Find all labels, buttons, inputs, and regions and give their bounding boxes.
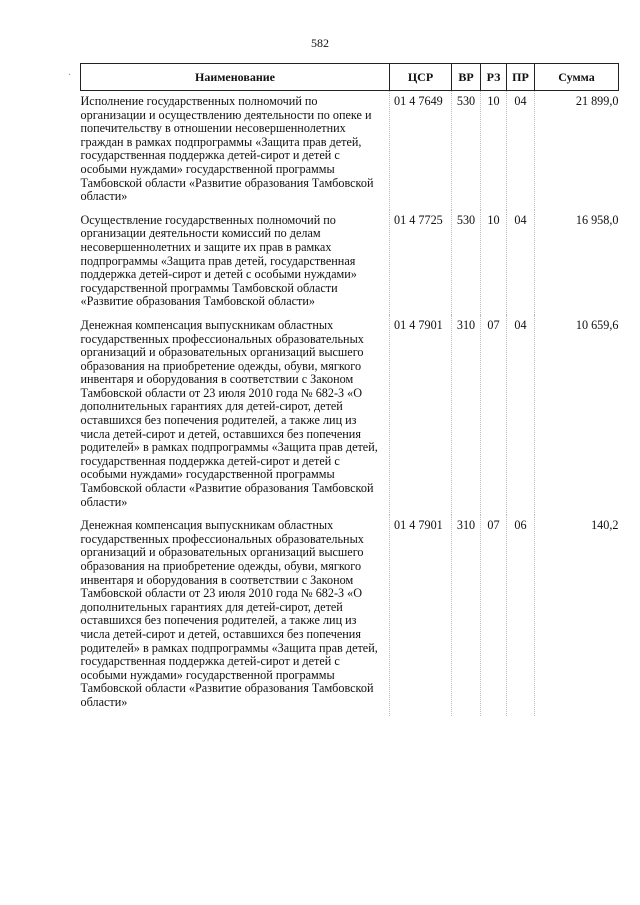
row-rz: 10: [481, 91, 507, 210]
table-row: [81, 91, 619, 210]
row-pr: 06: [507, 515, 535, 715]
row-vr: 310: [452, 315, 481, 515]
scan-mark: ·: [68, 70, 72, 81]
row-name: Осуществление государственных полномочий по организации деятельности комиссий по делам несовершеннолетних и защите их прав в рамках подпрограммы «Защита прав детей, государственная поддержка детей-сирот и детей с особыми нуждами» государственной программы Тамбовской области «Развитие образования Тамбовской области»: [80, 212, 357, 309]
table-body: [81, 91, 619, 716]
table-row: [81, 515, 619, 715]
row-rz: 10: [481, 210, 507, 315]
table-header: [81, 64, 619, 91]
row-pr: 04: [507, 210, 535, 315]
row-rz: 07: [481, 515, 507, 715]
row-vr: 530: [452, 91, 481, 210]
header-name: Наименование: [81, 64, 390, 91]
row-sum: 140,2: [535, 515, 619, 715]
row-csr: 01 4 7725: [390, 210, 452, 315]
row-sum: 16 958,0: [535, 210, 619, 315]
budget-table: [80, 63, 619, 716]
header-sum: Сумма: [535, 64, 619, 91]
row-rz: 07: [481, 315, 507, 515]
row-sum: 10 659,6: [535, 315, 619, 515]
header-pr: ПР: [507, 64, 535, 91]
row-name: Денежная компенсация выпускникам областных государственных профессиональных образовательных организаций и образовательных организаций высшего образования на приобретение одежды, обуви, мягкого инвентаря и оборудования в соответствии с Законом Тамбовской области от 23 июля 2010 года № 682-З «О дополнительных гарантиях для детей-сирот, детей оставшихся без попечения родителей, а также лиц из числа детей-сирот и детей, оставшихся без попечения родителей» в рамках подпрограммы «Защита прав детей, государственная поддержка детей-сирот и детей с особыми нуждами» государственной программы Тамбовской области «Развитие образования Тамбовской области»: [80, 518, 378, 709]
row-csr: 01 4 7901: [390, 515, 452, 715]
row-csr: 01 4 7649: [390, 91, 452, 210]
row-name: Исполнение государственных полномочий по организации и осуществлению деятельности по опеке и попечительству в отношении несовершеннолетних граждан в рамках подпрограммы «Защита прав детей, государственная поддержка детей-сирот и детей с особыми нуждами» государственной программы Тамбовской области «Развитие образования Тамбовской области»: [80, 94, 374, 204]
header-vr: ВР: [452, 64, 481, 91]
table-row: [81, 315, 619, 515]
row-pr: 04: [507, 91, 535, 210]
table-row: [81, 210, 619, 315]
row-sum: 21 899,0: [535, 91, 619, 210]
header-csr: ЦСР: [390, 64, 452, 91]
row-pr: 04: [507, 315, 535, 515]
page-number: 582: [311, 36, 329, 50]
row-vr: 310: [452, 515, 481, 715]
row-csr: 01 4 7901: [390, 315, 452, 515]
header-rz: РЗ: [481, 64, 507, 91]
row-vr: 530: [452, 210, 481, 315]
row-name: Денежная компенсация выпускникам областных государственных профессиональных образовательных организаций и образовательных организаций высшего образования на приобретение одежды, обуви, мягкого инвентаря и оборудования в соответствии с Законом Тамбовской области от 23 июля 2010 года № 682-З «О дополнительных гарантиях для детей-сирот, детей оставшихся без попечения родителей, а также лиц из числа детей-сирот и детей, оставшихся без попечения родителей» в рамках подпрограммы «Защита прав детей, государственная поддержка детей-сирот и детей с особыми нуждами» государственной программы Тамбовской области «Развитие образования Тамбовской области»: [80, 317, 378, 509]
